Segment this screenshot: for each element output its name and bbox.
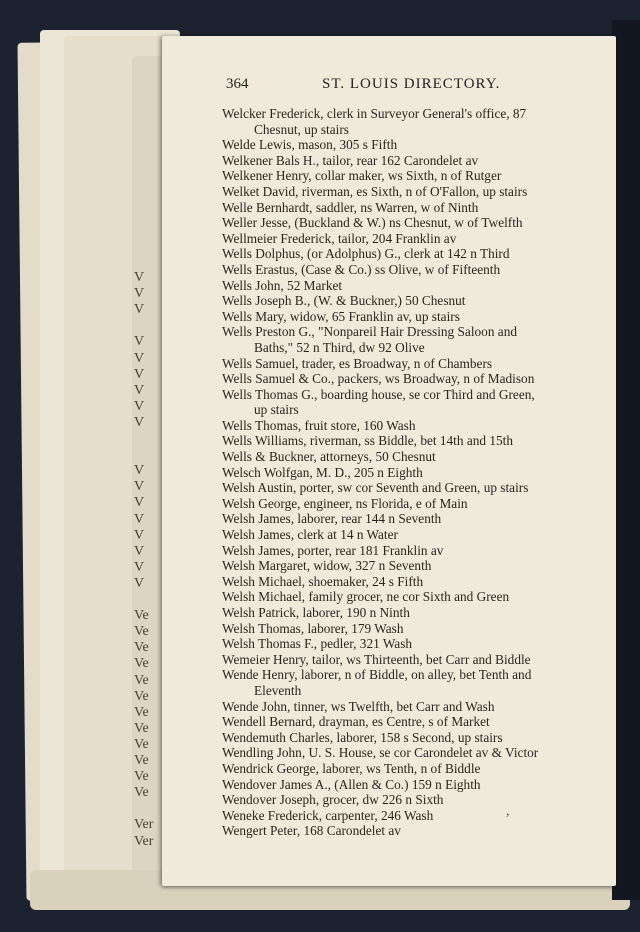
directory-entry: Wells Thomas G., boarding house, se cor Third and Green, [222, 386, 535, 402]
fragment-text: V [134, 350, 145, 366]
directory-entry: Welsh James, laborer, rear 144 n Seventh [222, 511, 442, 527]
directory-entry: Welkener Bals H., tailor, rear 162 Carondelet av [222, 152, 479, 168]
directory-entry: Wendling John, U. S. House, se cor Carondelet av & Victor [222, 745, 539, 761]
fragment-text: Ve [134, 640, 149, 656]
directory-entry: Wendell Bernard, drayman, es Centre, s of Market [222, 714, 490, 730]
directory-entry: Welsh George, engineer, ns Florida, e of Main [222, 495, 468, 511]
directory-entry: Welle Bernhardt, saddler, ns Warren, w of Ninth [222, 199, 479, 215]
fragment-text: Ve [134, 769, 149, 785]
directory-entry: Welsh Thomas, laborer, 179 Wash [222, 620, 404, 636]
fragment-text: V [134, 382, 145, 398]
directory-page [162, 36, 616, 886]
fragment-text: V [134, 302, 145, 318]
directory-entry: Welkener Henry, collar maker, ws Sixth, n of Rutger [222, 168, 502, 184]
directory-entry: Wende John, tinner, ws Twelfth, bet Carr and Wash [222, 698, 495, 714]
entry-continuation: up stairs [254, 402, 299, 418]
fragment-text: V [134, 366, 145, 382]
directory-entry: Wells Dolphus, (or Adolphus) G., clerk at 142 n Third [222, 246, 510, 262]
directory-entry: Welket David, riverman, es Sixth, n of O'Fallon, up stairs [222, 183, 528, 199]
directory-entry: Wells Preston G., "Nonpareil Hair Dressing Saloon and [222, 324, 517, 340]
fragment-text: Ve [134, 608, 149, 624]
directory-entry: Wells Erastus, (Case & Co.) ss Olive, w of Fifteenth [222, 261, 501, 277]
directory-entry: Wende Henry, laborer, n of Biddle, on alley, bet Tenth and [222, 667, 532, 683]
fragment-text: V [134, 559, 145, 575]
fragment-text: V [134, 334, 145, 350]
directory-entry: Wellmeier Frederick, tailor, 204 Franklin av [222, 230, 457, 246]
fragment-text: Ve [134, 656, 149, 672]
fragment-text: Ver [134, 833, 154, 849]
fragment-text: V [134, 543, 145, 559]
fragment-text: V [134, 286, 145, 302]
book-cover-edge [612, 20, 640, 900]
directory-entry: Wendover James A., (Allen & Co.) 159 n Eighth [222, 776, 481, 792]
fragment-text: V [134, 575, 145, 591]
fragment-text: V [134, 398, 145, 414]
fragment-text: V [134, 463, 145, 479]
directory-entry: Weneke Frederick, carpenter, 246 Wash [222, 807, 434, 823]
directory-entry: Wells Williams, riverman, ss Biddle, bet 14th and 15th [222, 433, 514, 449]
directory-entry: Welsh Michael, family grocer, ne cor Sixth and Green [222, 589, 510, 605]
directory-entry: Welsh Margaret, widow, 327 n Seventh [222, 558, 432, 574]
fragment-text: V [134, 270, 145, 285]
directory-entry: Wells Samuel & Co., packers, ws Broadway, n of Madison [222, 371, 535, 387]
directory-entry: Wendrick George, laborer, ws Tenth, n of Biddle [222, 760, 481, 776]
directory-entry: Wells Thomas, fruit store, 160 Wash [222, 417, 416, 433]
fragment-text: Ve [134, 785, 149, 801]
fragment-text: Ve [134, 672, 149, 688]
fragment-text: Ve [134, 704, 149, 720]
fragment-text: Ve [134, 688, 149, 704]
directory-entry: Wendemuth Charles, laborer, 158 s Second, up stairs [222, 729, 503, 745]
directory-entry: Welsch Wolfgan, M. D., 205 n Eighth [222, 464, 423, 480]
directory-entry: Wells John, 52 Market [222, 277, 343, 293]
fragment-text: V [134, 495, 145, 511]
directory-entry: Welcker Frederick, clerk in Surveyor General's office, 87 [222, 106, 527, 121]
directory-entry: Wendover Joseph, grocer, dw 226 n Sixth [222, 792, 444, 808]
directory-entry: Wells Samuel, trader, es Broadway, n of Chambers [222, 355, 493, 371]
directory-entry: Welsh Thomas F., pedler, 321 Wash [222, 636, 413, 652]
directory-entry: Wells Mary, widow, 65 Franklin av, up stairs [222, 308, 460, 324]
directory-entry: Welsh James, clerk at 14 n Water [222, 527, 398, 543]
fragment-text: Ve [134, 624, 149, 640]
directory-entry: Wells Joseph B., (W. & Buckner,) 50 Chesnut [222, 293, 466, 309]
fragment-text: Ve [134, 736, 149, 752]
page-number: 364 [226, 76, 249, 92]
directory-entry: Weller Jesse, (Buckland & W.) ns Chesnut, w of Twelfth [222, 215, 523, 231]
fragment-text: V [134, 414, 145, 430]
directory-entry: Welsh Michael, shoemaker, 24 s Fifth [222, 573, 424, 589]
entry-continuation: Chesnut, up stairs [254, 121, 349, 137]
directory-entry: Wengert Peter, 168 Carondelet av [222, 823, 401, 839]
directory-entry: Welsh Patrick, laborer, 190 n Ninth [222, 605, 410, 620]
fragment-text: Ver [134, 817, 154, 833]
directory-entry: Wells & Buckner, attorneys, 50 Chesnut [222, 449, 436, 465]
fragment-text: V [134, 511, 145, 527]
fragment-text: V [134, 479, 145, 495]
directory-entry: Welde Lewis, mason, 305 s Fifth [222, 137, 398, 153]
fragment-text: V [134, 527, 145, 543]
ink-mark: , [506, 804, 510, 819]
entry-continuation: Baths," 52 n Third, dw 92 Olive [254, 339, 425, 355]
directory-entry: Welsh Austin, porter, sw cor Seventh and Green, up stairs [222, 480, 529, 496]
directory-entries [222, 106, 610, 839]
fragment-text: Ve [134, 720, 149, 736]
directory-entry: Wemeier Henry, tailor, ws Thirteenth, bet Carr and Biddle [222, 651, 531, 667]
directory-entry: Welsh James, porter, rear 181 Franklin av [222, 542, 444, 558]
fragment-text: Ve [134, 753, 149, 768]
entry-continuation: Eleventh [254, 682, 302, 698]
page-title: ST. LOUIS DIRECTORY. [322, 76, 501, 92]
